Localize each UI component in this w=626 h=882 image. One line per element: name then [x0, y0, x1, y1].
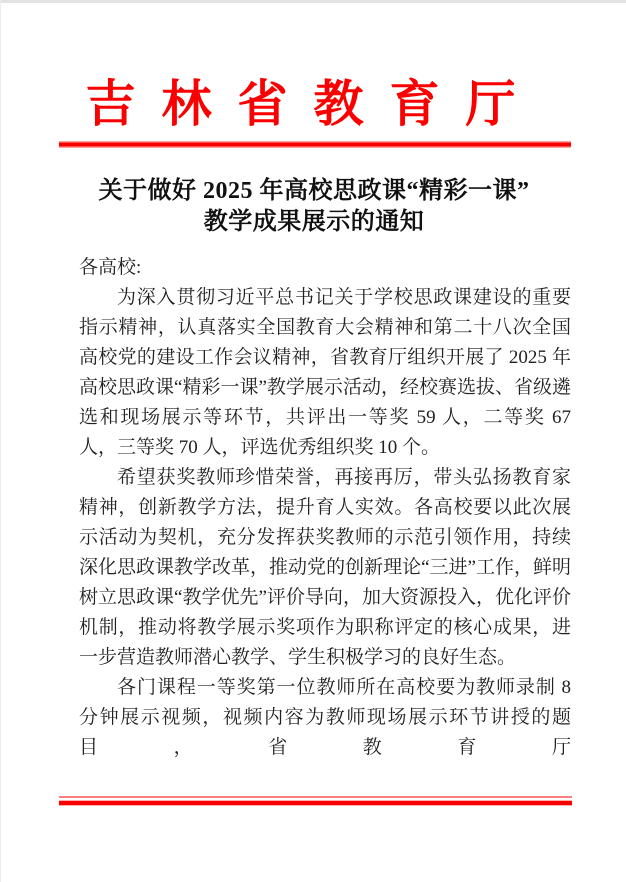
footer-divider-thick-line — [59, 800, 572, 806]
salutation: 各高校: — [79, 257, 142, 278]
document-body — [79, 253, 571, 763]
footer-divider-line — [59, 796, 572, 806]
body-paragraph-1: 为深入贯彻习近平总书记关于学校思政课建设的重要指示精神，认真落实全国教育大会精神和第二十八次全国高校党的建设工作会议精神，省教育厅组织开展了 2025 年高校思政课“精彩一课”教学展示活动，经校赛选拔、省级遴选和现场展示等环节，共评出一等奖 59 人，二等奖 67 人，三等奖 70 人，评选优秀组织奖 10 个。 — [79, 287, 571, 458]
body-paragraph-3: 各门课程一等奖第一位教师所在高校要为教师录制 8 分钟展示视频，视频内容为教师现场展示环节讲授的题目，省教育厅 — [79, 677, 571, 758]
document-title — [39, 176, 589, 238]
page-top-edge — [1, 0, 626, 3]
body-paragraph-2: 希望获奖教师珍惜荣誉，再接再厉，带头弘扬教育家精神，创新教学方法，提升育人实效。各高校要以此次展示活动为契机，充分发挥获奖教师的示范引领作用，持续深化思政课教学改革，推动党的创新理论“三进”工作，鲜明树立思政课“教学优先”评价导向，加大资源投入，优化评价机制，推动将教学展示奖项作为职称评定的核心成果，进一步营造教师潜心教学、学生积极学习的良好生态。 — [79, 467, 571, 668]
document-title-line2: 教学成果展示的通知 — [203, 209, 425, 235]
letterhead-title: 吉林省教育厅 — [85, 76, 542, 132]
letterhead-divider-line — [59, 141, 571, 148]
document-title-line1: 关于做好 2025 年高校思政课“精彩一课” — [98, 178, 530, 204]
